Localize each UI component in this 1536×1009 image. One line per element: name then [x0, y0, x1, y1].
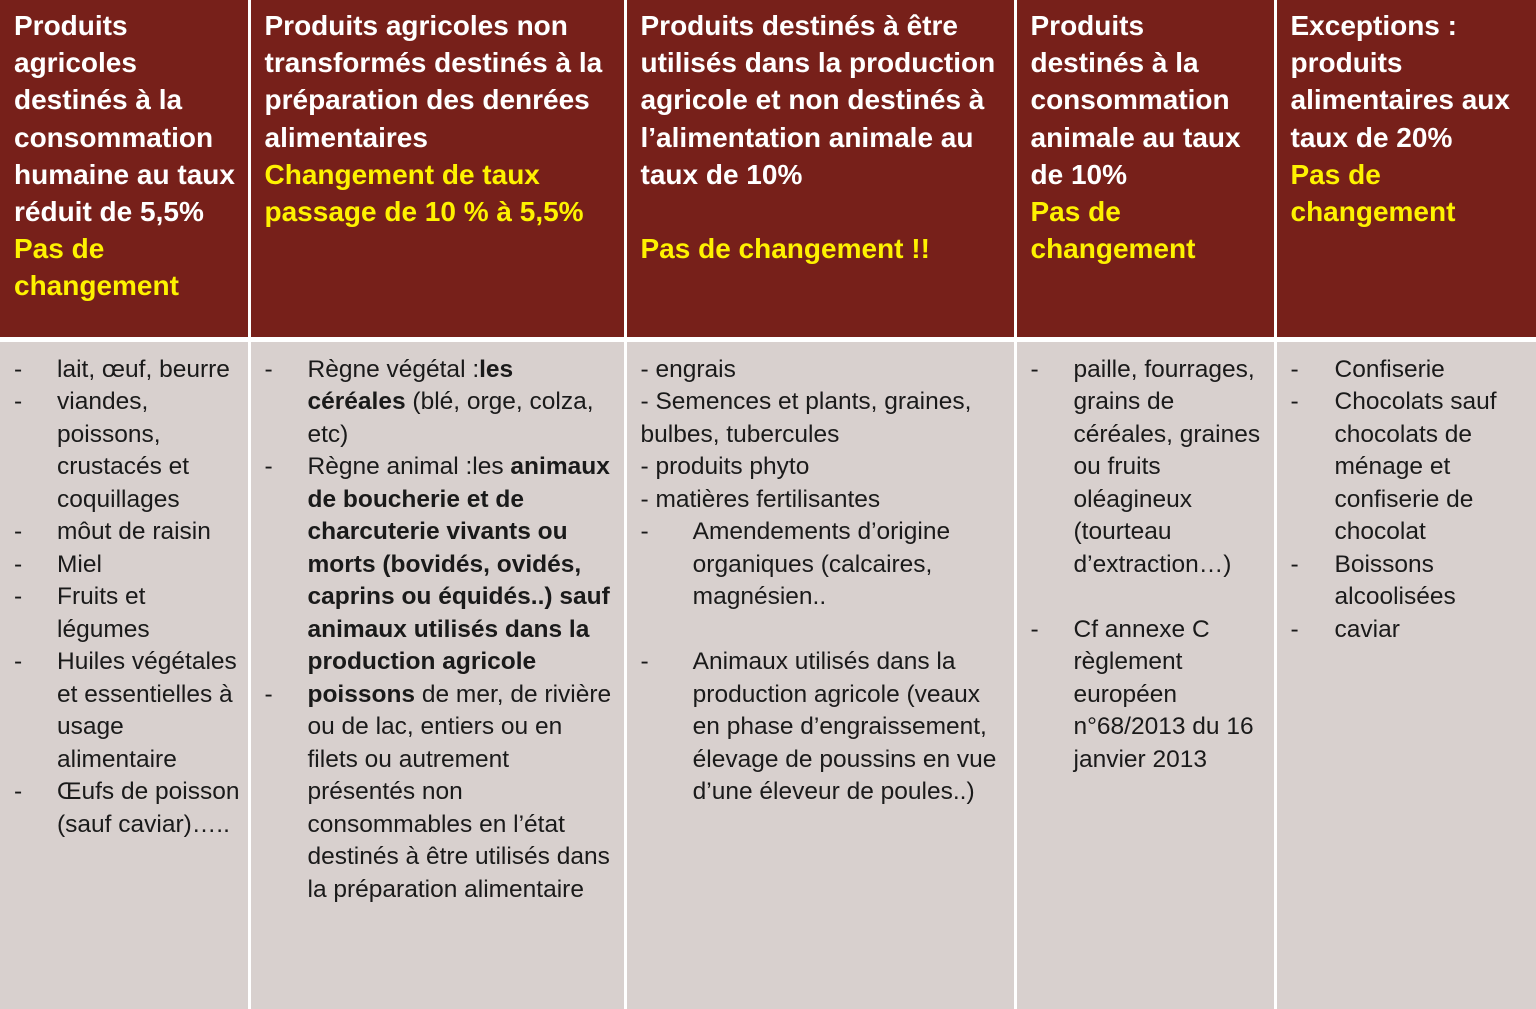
- list-item: - Fruits et légumes: [14, 583, 150, 643]
- list-item: - Huiles végétales et essentielles à usage alimentaire: [14, 648, 237, 773]
- header-col3: [625, 0, 1015, 339]
- list-item: - Chocolats sauf chocolats de ménage et confiserie de chocolat: [1290, 388, 1497, 545]
- list-item: - poissons de mer, de rivière ou de lac, entiers ou en filets ou autrement présentés non consommables en l’état destinés à être utilisés dans la préparation alimentaire: [264, 680, 612, 903]
- list-item: - engrais: [640, 355, 736, 383]
- header-col1: [0, 0, 249, 339]
- header-col4: [1015, 0, 1275, 339]
- body-col3: [625, 339, 1015, 1009]
- header-col5-status: Pas de changement: [1290, 158, 1456, 228]
- body-row: [0, 339, 1536, 1009]
- list-item: - Règne végétal :les céréales (blé, orge, colza, etc): [264, 355, 594, 448]
- header-col3-status: Pas de changement !!: [640, 233, 930, 265]
- list-item: - lait, œuf, beurre: [14, 355, 230, 383]
- list-item: - caviar: [1290, 615, 1400, 643]
- body-col2: [249, 339, 625, 1009]
- list-item: - viandes, poissons, crustacés et coquillages: [14, 388, 190, 513]
- body-col4: [1015, 339, 1275, 1009]
- body-col1: [0, 339, 249, 1009]
- header-col3-title: Produits destinés à être utilisés dans la production agricole et non destinés à l’alimentation animale au taux de 10%: [640, 10, 996, 190]
- list-item: - Règne animal :les animaux de boucherie et de charcuterie vivants ou morts (bovidés, ovidés, caprins ou équidés..) sauf animaux utilisés dans la production agricole: [264, 453, 610, 675]
- header-col2: [249, 0, 625, 339]
- header-col5-title: Exceptions : produits alimentaires aux taux de 20%: [1290, 10, 1510, 153]
- list-item: - Confiserie: [1290, 355, 1445, 383]
- list-item: - Amendements d’origine organiques (calcaires, magnésien..: [640, 518, 951, 610]
- header-col4-title: Produits destinés à la consommation animale au taux de 10%: [1030, 10, 1241, 190]
- list-item: - Miel: [14, 550, 102, 578]
- header-row: [0, 0, 1536, 339]
- header-col2-title: Produits agricoles non transformés destinés à la préparation des denrées alimentaires: [264, 10, 603, 153]
- list-item: - Semences et plants, graines, bulbes, tubercules: [640, 388, 972, 448]
- body-col5: [1275, 339, 1536, 1009]
- header-col2-status: Changement de taux passage de 10 % à 5,5%: [264, 158, 584, 228]
- list-item: - Œufs de poisson (sauf caviar)…..: [14, 778, 240, 838]
- header-col5: [1275, 0, 1536, 339]
- header-col1-status: Pas de changement: [14, 233, 179, 302]
- list-item: - matières fertilisantes: [640, 485, 881, 513]
- list-item: - paille, fourrages, grains de céréales, graines ou fruits oléagineux (tourteau d’extraction…): [1030, 355, 1261, 578]
- list-item: - Cf annexe C règlement européen n°68/2013 du 16 janvier 2013: [1030, 615, 1254, 773]
- list-item: - Boissons alcoolisées: [1290, 550, 1456, 610]
- list-item: - produits phyto: [640, 453, 810, 480]
- list-item: - môut de raisin: [14, 518, 211, 545]
- list-item: - Animaux utilisés dans la production agricole (veaux en phase d’engraissement, élevage de poussins en vue d’une éleveur de poules..): [640, 648, 997, 805]
- header-col1-title: Produits agricoles destinés à la consommation humaine au taux réduit de 5,5%: [14, 10, 235, 228]
- header-col4-status: Pas de changement: [1030, 196, 1196, 265]
